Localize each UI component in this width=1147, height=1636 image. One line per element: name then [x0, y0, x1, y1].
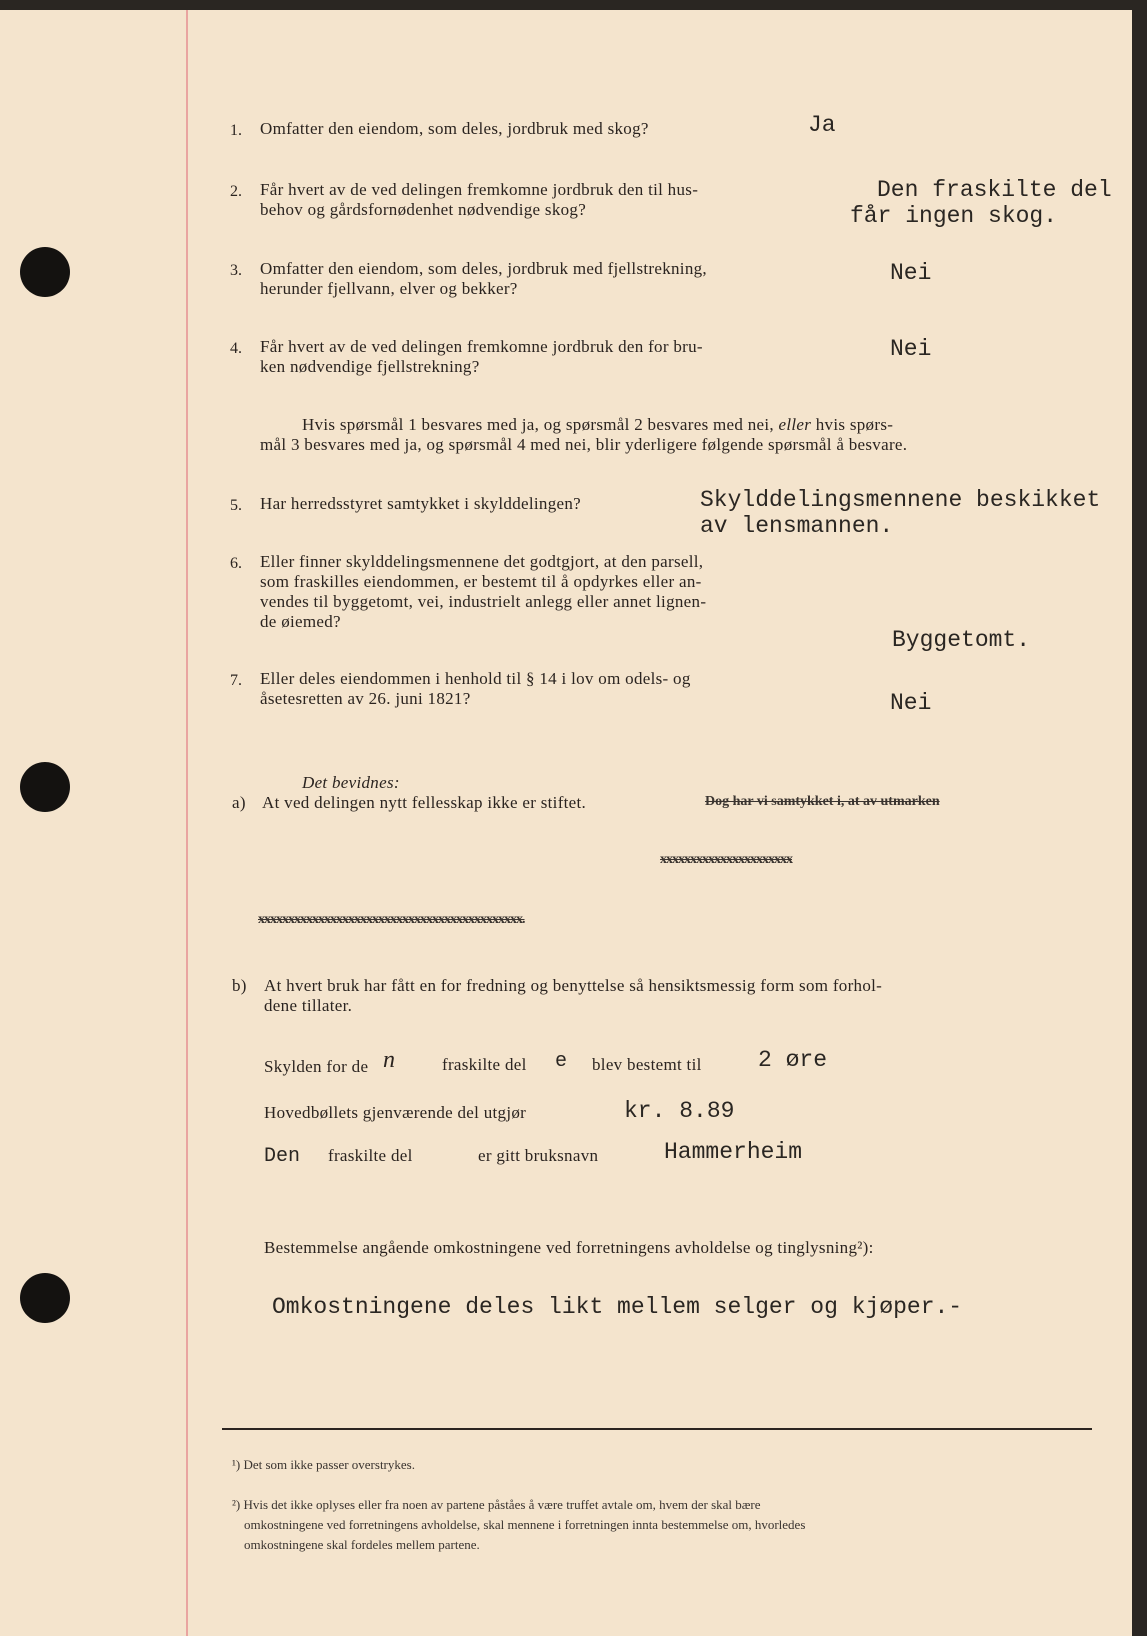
- bruksnavn-value: Hammerheim: [664, 1139, 803, 1165]
- bevidnes-a-text: At ved delingen nytt fellesskap ikke er stiftet.: [262, 793, 587, 812]
- footnote: ¹) Det som ikke passer overstrykes.: [232, 1457, 415, 1472]
- question-text: Eller finner skylddelingsmennene det godtgjort, at den parsell,: [260, 552, 704, 571]
- instruction-text: mål 3 besvares med ja, og spørsmål 4 med nei, blir yderligere følgende spørsmål å besvare.: [260, 435, 908, 454]
- question-text: Får hvert av de ved delingen fremkomne jordbruk den til hus-: [260, 180, 699, 199]
- bestemmelse-label: Bestemmelse angående omkostningene ved forretningens avholdelse og tinglysning²):: [264, 1238, 874, 1257]
- bevidnes-b-text: dene tillater.: [264, 996, 353, 1015]
- question-number: 3.: [230, 262, 242, 279]
- struck-text: Dog har vi samtykket i, at av utmarken: [705, 794, 940, 809]
- label: er gitt bruksnavn: [478, 1146, 599, 1165]
- item-label: b): [232, 976, 247, 995]
- punch-hole-icon: [20, 247, 70, 297]
- instruction-text: Hvis spørsmål 1 besvares med ja, og spørsmål 2 besvares med nei, eller hvis spørs-: [302, 415, 894, 434]
- margin-line: [186, 10, 188, 1636]
- question-text: som fraskilles eiendommen, er bestemt til å opdyrkes eller an-: [260, 572, 702, 591]
- struck-x-line: xxxxxxxxxxxxxxxxxxxxxxxxxxxxxxxxxxxxxxxxxxxx.: [258, 912, 525, 927]
- item-label: a): [232, 793, 246, 812]
- question-text: vendes til byggetomt, vei, industrielt anlegg eller annet lignen-: [260, 592, 707, 611]
- question-text: åsetesretten av 26. juni 1821?: [260, 689, 471, 708]
- question-number: 7.: [230, 672, 242, 689]
- question-number: 2.: [230, 183, 242, 200]
- question-text: de øiemed?: [260, 612, 341, 631]
- handwritten-text: n: [383, 1047, 396, 1073]
- label: Hovedbøllets gjenværende del utgjør: [264, 1103, 527, 1122]
- bestemmelse-value: Omkostningene deles likt mellem selger og kjøper.-: [272, 1294, 963, 1320]
- answer: Skylddelingsmennene beskikket: [700, 487, 1101, 513]
- punch-hole-icon: [20, 762, 70, 812]
- question-text: ken nødvendige fjellstrekning?: [260, 357, 480, 376]
- question-number: 1.: [230, 122, 242, 139]
- question-text: behov og gårdsfornødenhet nødvendige skog?: [260, 200, 587, 219]
- answer: av lensmannen.: [700, 513, 894, 539]
- remaining-value: kr. 8.89: [624, 1098, 735, 1124]
- footnote: omkostningene skal fordeles mellem partene.: [244, 1537, 480, 1552]
- label: fraskilte del: [328, 1146, 413, 1165]
- footnote-divider: [222, 1428, 1092, 1430]
- question-text: Har herredsstyret samtykket i skylddelingen?: [260, 494, 582, 513]
- question-number: 5.: [230, 497, 242, 514]
- answer: Nei: [890, 336, 932, 362]
- answer: Byggetomt.: [892, 627, 1031, 653]
- answer: Nei: [890, 260, 932, 286]
- question-text: herunder fjellvann, elver og bekker?: [260, 279, 518, 298]
- label: fraskilte del: [442, 1055, 527, 1074]
- question-text: Omfatter den eiendom, som deles, jordbruk med skog?: [260, 119, 649, 138]
- punch-hole-icon: [20, 1273, 70, 1323]
- struck-x-line: xxxxxxxxxxxxxxxxxxxxxx: [660, 852, 792, 867]
- question-text: Omfatter den eiendom, som deles, jordbruk med fjellstrekning,: [260, 259, 707, 278]
- typed-text: e: [555, 1050, 568, 1073]
- typed-text: Den: [264, 1145, 301, 1168]
- label: Skylden for de: [264, 1057, 369, 1076]
- skyld-value: 2 øre: [758, 1047, 828, 1073]
- question-number: 6.: [230, 555, 242, 572]
- answer: får ingen skog.: [850, 203, 1058, 229]
- footnote: omkostningene ved forretningens avholdelse, skal mennene i forretningen innta bestemmelse om, hvorledes: [244, 1517, 806, 1532]
- bevidnes-heading: Det bevidnes:: [302, 773, 400, 792]
- footnote: ²) Hvis det ikke oplyses eller fra noen av partene påståes å være truffet avtale om, hvem der skal bære: [232, 1497, 761, 1512]
- answer: Den fraskilte del: [877, 177, 1112, 203]
- question-number: 4.: [230, 340, 242, 357]
- document-page: [0, 10, 1132, 1636]
- answer: Nei: [890, 690, 932, 716]
- bevidnes-b-text: At hvert bruk har fått en for fredning og benyttelse så hensiktsmessig form som forhol-: [264, 976, 883, 995]
- question-text: Eller deles eiendommen i henhold til § 14 i lov om odels- og: [260, 669, 691, 688]
- label: blev bestemt til: [592, 1055, 702, 1074]
- question-text: Får hvert av de ved delingen fremkomne jordbruk den for bru-: [260, 337, 703, 356]
- answer: Ja: [808, 112, 836, 138]
